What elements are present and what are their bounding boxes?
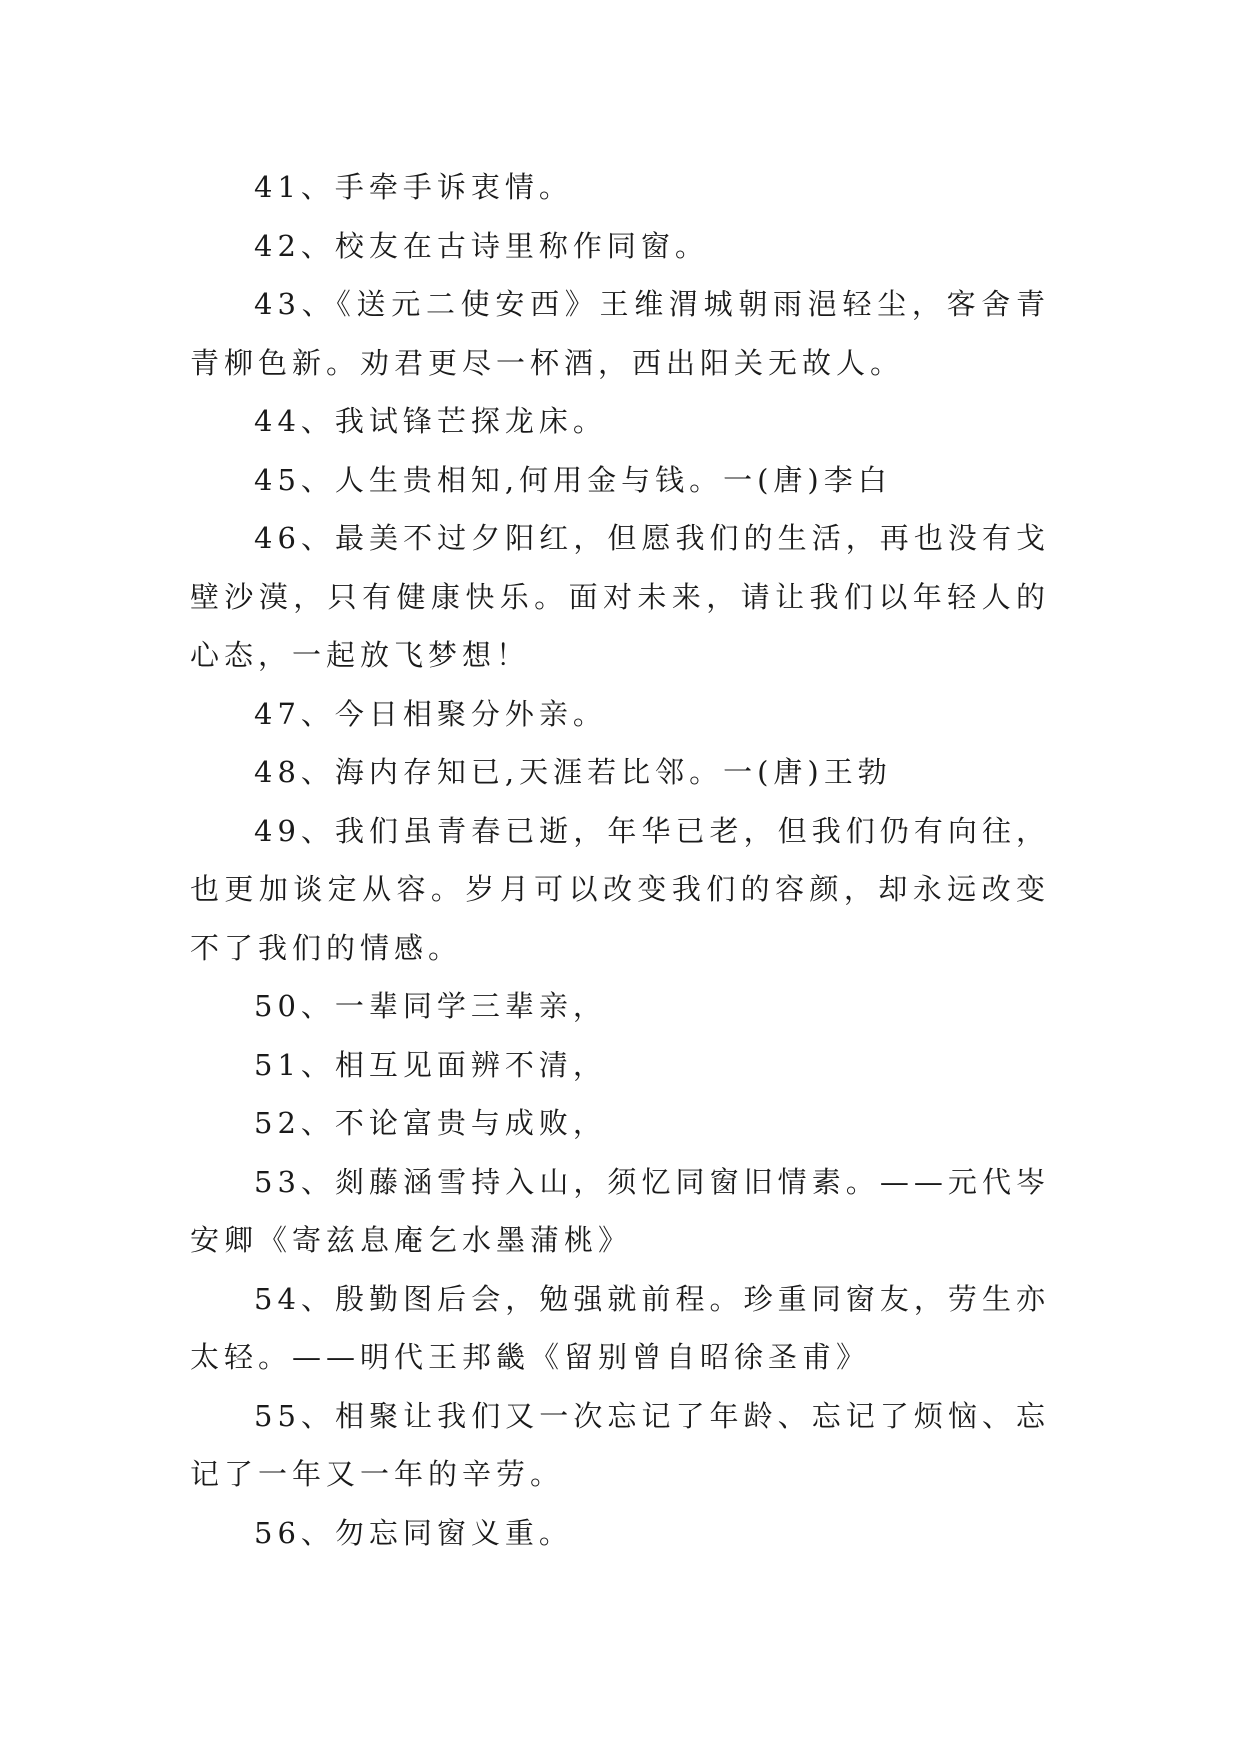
paragraph-50: 50、一辈同学三辈亲， <box>254 989 607 1023</box>
paragraph-42: 42、校友在古诗里称作同窗。 <box>254 228 709 263</box>
document-body <box>190 158 1050 1562</box>
paragraph-44: 44、我试锋芒探龙床。 <box>254 404 607 438</box>
paragraph-54: 54、殷勤图后会，勉强就前程。珍重同窗友，劳生亦太轻。——明代王邦畿《留别曾自昭徐圣甫》 <box>190 1281 1050 1374</box>
paragraph-51: 51、相互见面辨不清， <box>254 1047 607 1082</box>
paragraph-45: 45、人生贵相知,何用金与钱。一(唐)李白 <box>254 462 892 497</box>
paragraph-46: 46、最美不过夕阳红，但愿我们的生活，再也没有戈壁沙漠，只有健康快乐。面对未来，请让我们以年轻人的心态，一起放飞梦想！ <box>190 521 1050 672</box>
paragraph-49: 49、我们虽青春已逝，年华已老，但我们仍有向往，也更加谈定从容。岁月可以改变我们的容颜，却永远改变不了我们的情感。 <box>190 813 1050 965</box>
paragraph-48: 48、海内存知已,天涯若比邻。一(唐)王勃 <box>254 755 892 789</box>
paragraph-43: 43、《送元二使安西》王维渭城朝雨浥轻尘，客舍青青柳色新。劝君更尽一杯酒，西出阳关无故人。 <box>190 287 1050 380</box>
paragraph-52: 52、不论富贵与成败， <box>254 1106 607 1140</box>
paragraph-55: 55、相聚让我们又一次忘记了年龄、忘记了烦恼、忘记了一年又一年的辛劳。 <box>190 1398 1050 1491</box>
paragraph-56: 56、勿忘同窗义重。 <box>254 1515 573 1550</box>
paragraph-47: 47、今日相聚分外亲。 <box>254 696 607 731</box>
paragraph-53: 53、剡藤涵雪持入山，须忆同窗旧情素。——元代岑安卿《寄兹息庵乞水墨蒲桃》 <box>190 1164 1050 1257</box>
paragraph-41: 41、手牵手诉衷情。 <box>254 170 573 204</box>
